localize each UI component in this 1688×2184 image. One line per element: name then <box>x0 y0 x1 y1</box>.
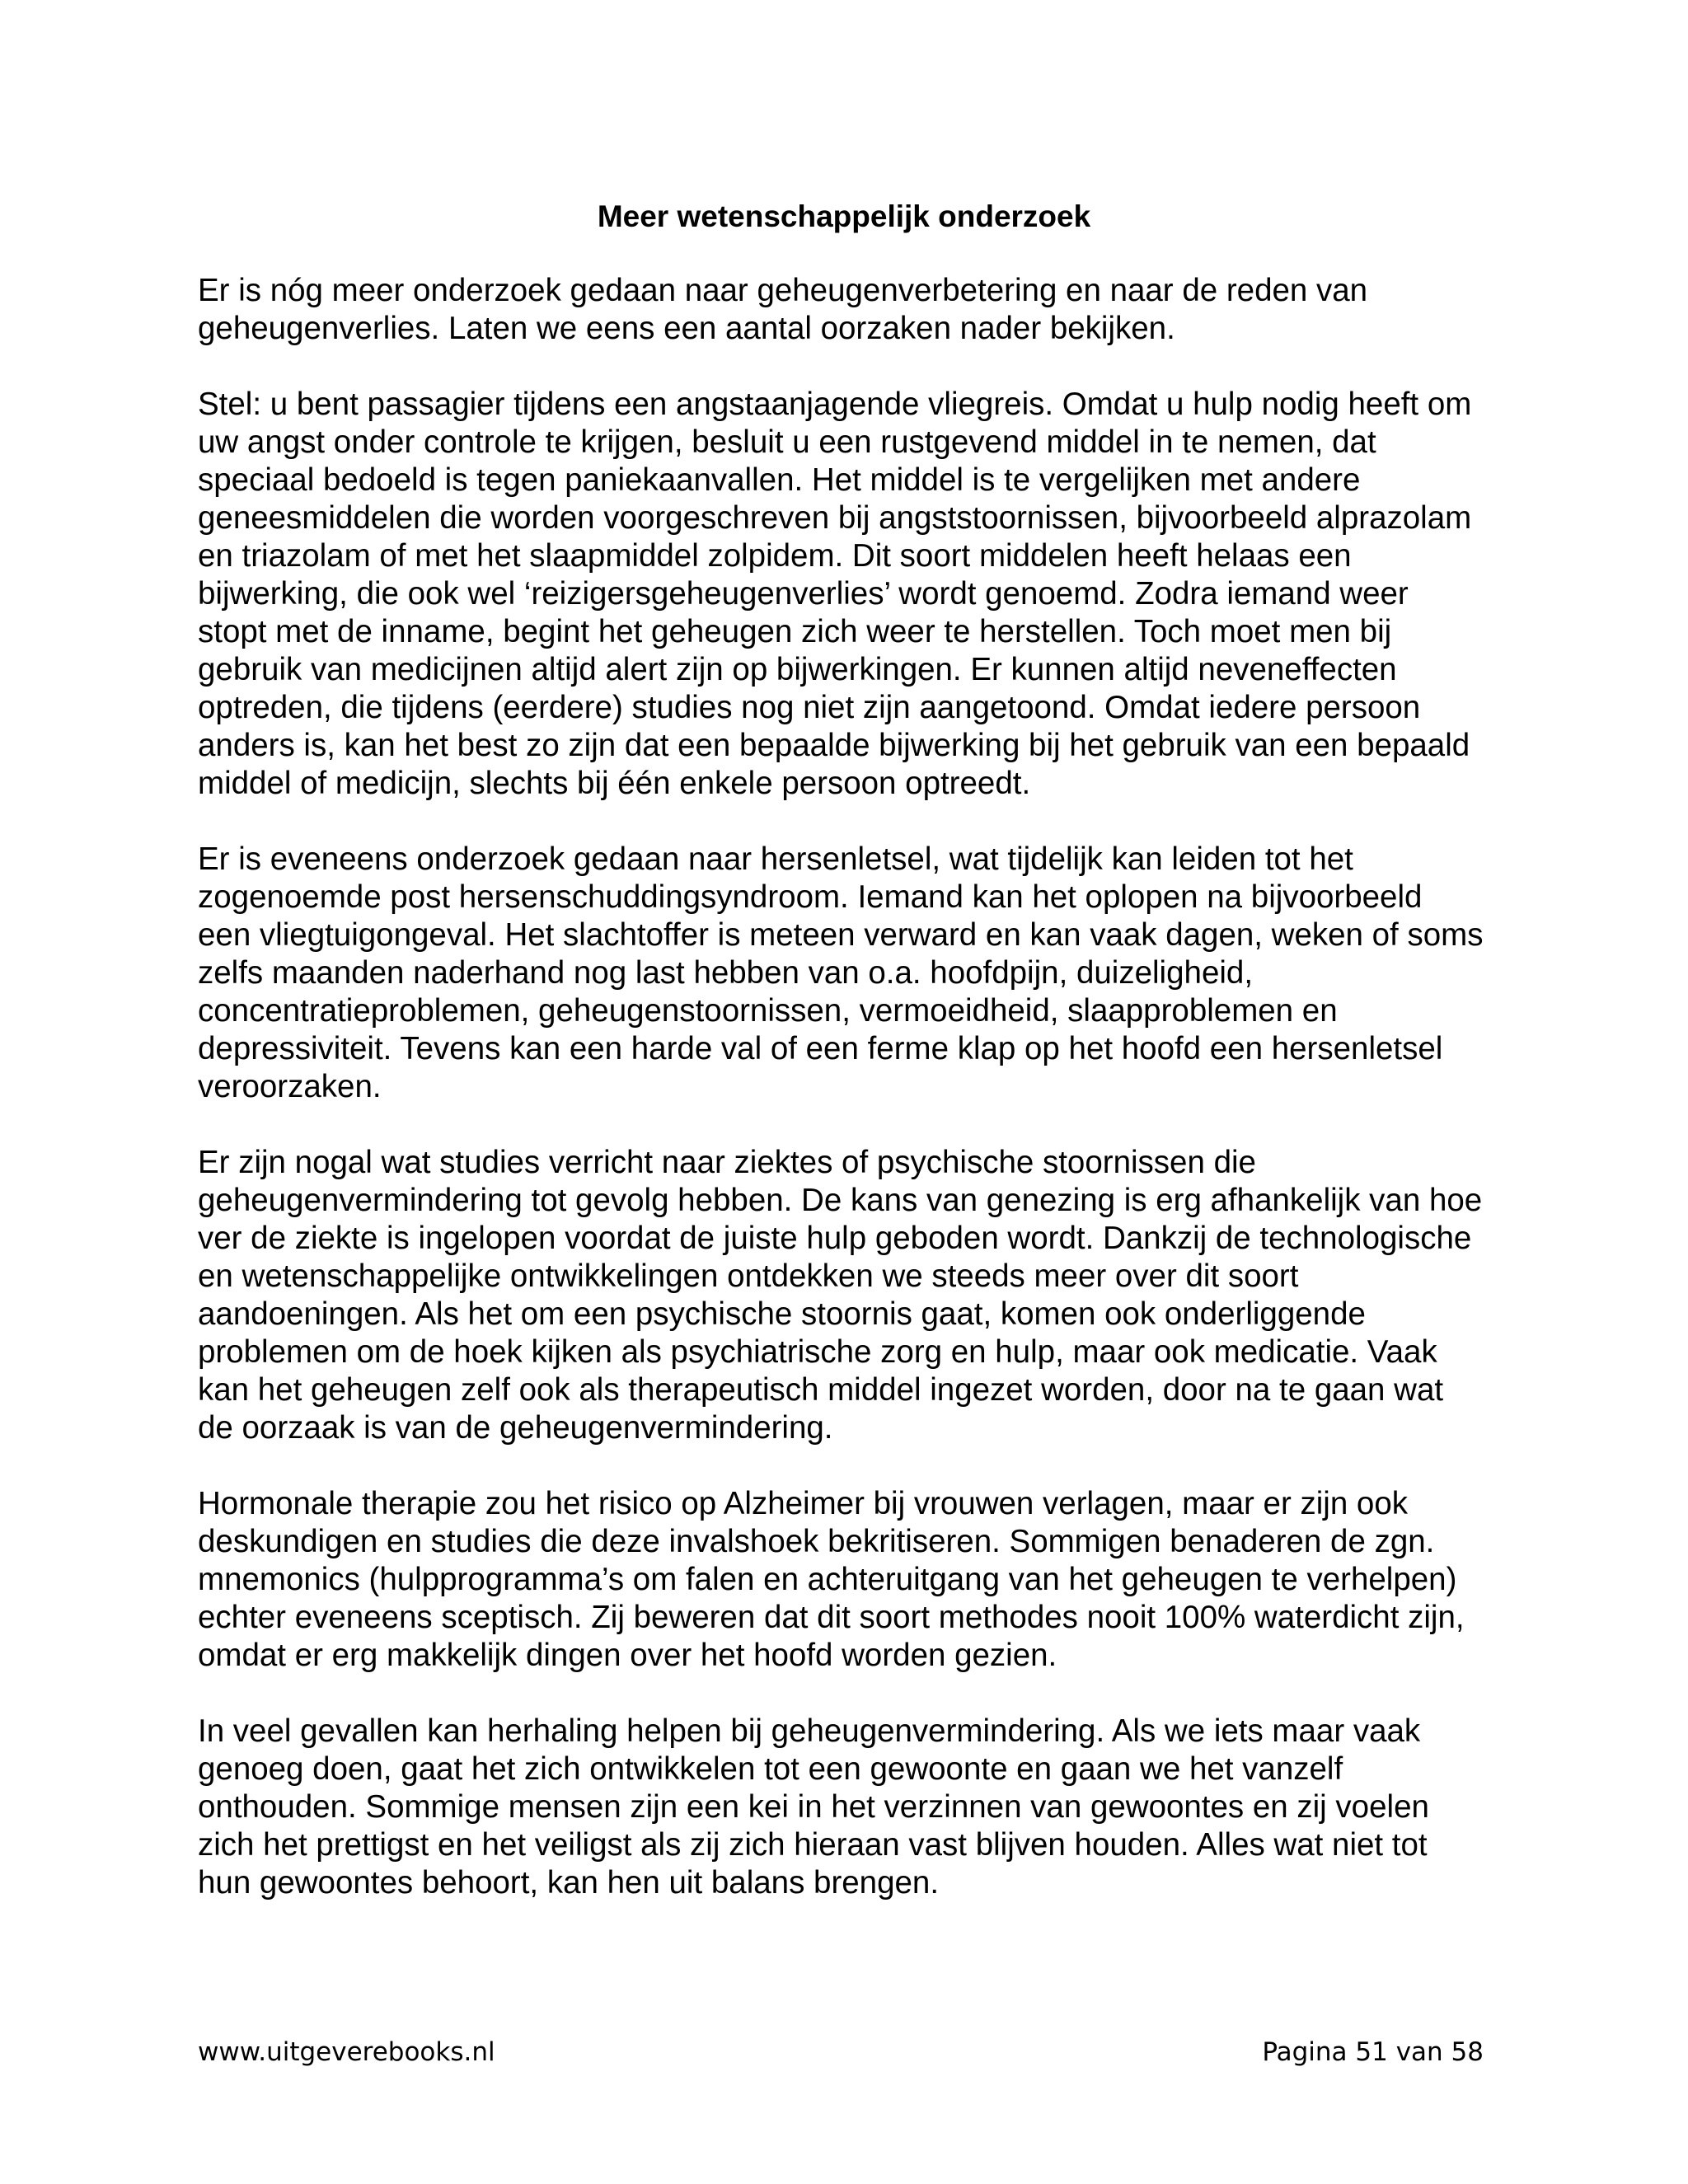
paragraph-intro: Er is nóg meer onderzoek gedaan naar geheugenverbetering en naar de reden van geheugenverlies. Laten we eens een aantal oorzaken nader bekijken. <box>198 273 1368 346</box>
paragraph-ziektes: Er zijn nogal wat studies verricht naar ziektes of psychische stoornissen die geheugenvermindering tot gevolg hebben. De kans van genezing is erg afhankelijk van hoe ver de ziekte is ingelopen voordat de juiste hulp geboden wordt. Dankzij de technologische en wetenschappelijke ontwikkelingen ontdekken we steeds meer over dit soort aandoeningen. Als het om een psychische stoornis gaat, komen ook onderliggende problemen om de hoek kijken als psychiatrische zorg en hulp, maar ook medicatie. Vaak kan het geheugen zelf ook als therapeutisch middel ingezet worden, door na te gaan wat de oorzaak is van de geheugenvermindering. <box>198 1145 1483 1446</box>
body-text <box>198 272 1484 1940</box>
footer-page-number: Pagina 51 van 58 <box>1262 2037 1484 2067</box>
paragraph-hersenletsel: Er is eveneens onderzoek gedaan naar hersenletsel, wat tijdelijk kan leiden tot het zogenoemde post hersenschuddingsyndroom. Iemand kan het oplopen na bijvoorbeeld een vliegtuigongeval. Het slachtoffer is meteen verward en kan vaak dagen, weken of soms zelfs maanden naderhand nog last hebben van o.a. hoofdpijn, duizeligheid, concentratieproblemen, geheugenstoornissen, vermoeidheid, slaapproblemen en depressiviteit. Tevens kan een harde val of een ferme klap op het hoofd een hersenletsel veroorzaken. <box>198 841 1484 1104</box>
page-heading: Meer wetenschappelijk onderzoek <box>597 199 1091 233</box>
paragraph-herhaling: In veel gevallen kan herhaling helpen bij geheugenvermindering. Als we iets maar vaak genoeg doen, gaat het zich ontwikkelen tot een gewoonte en gaan we het vanzelf onthouden. Sommige mensen zijn een kei in het verzinnen van gewoontes en zij voelen zich het prettigst en het veiligst als zij zich hieraan vast blijven houden. Alles wat niet tot hun gewoontes behoort, kan hen uit balans brengen. <box>198 1713 1429 1900</box>
footer-website: www.uitgeverebooks.nl <box>198 2037 495 2067</box>
paragraph-hormonale-therapie: Hormonale therapie zou het risico op Alzheimer bij vrouwen verlagen, maar er zijn ook deskundigen en studies die deze invalshoek bekritiseren. Sommigen benaderen de zgn. mnemonics (hulpprogramma’s om falen en achteruitgang van het geheugen te verhelpen) echter eveneens sceptisch. Zij beweren dat dit soort methodes nooit 100% waterdicht zijn, omdat er erg makkelijk dingen over het hoofd worden gezien. <box>198 1486 1465 1673</box>
paragraph-vliegreis: Stel: u bent passagier tijdens een angstaanjagende vliegreis. Omdat u hulp nodig heeft om uw angst onder controle te krijgen, besluit u een rustgevend middel in te nemen, dat speciaal bedoeld is tegen paniekaanvallen. Het middel is te vergelijken met andere geneesmiddelen die worden voorgeschreven bij angststoornissen, bijvoorbeeld alprazolam en triazolam of met het slaapmiddel zolpidem. Dit soort middelen heeft helaas een bijwerking, die ook wel ‘reizigersgeheugenverlies’ wordt genoemd. Zodra iemand weer stopt met de inname, begint het geheugen zich weer te herstellen. Toch moet men bij gebruik van medicijnen altijd alert zijn op bijwerkingen. Er kunnen altijd neveneffecten optreden, die tijdens (eerdere) studies nog niet zijn aangetoond. Omdat iedere persoon anders is, kan het best zo zijn dat een bepaalde bijwerking bij het gebruik van een bepaald middel of medicijn, slechts bij één enkele persoon optreedt. <box>198 387 1472 801</box>
